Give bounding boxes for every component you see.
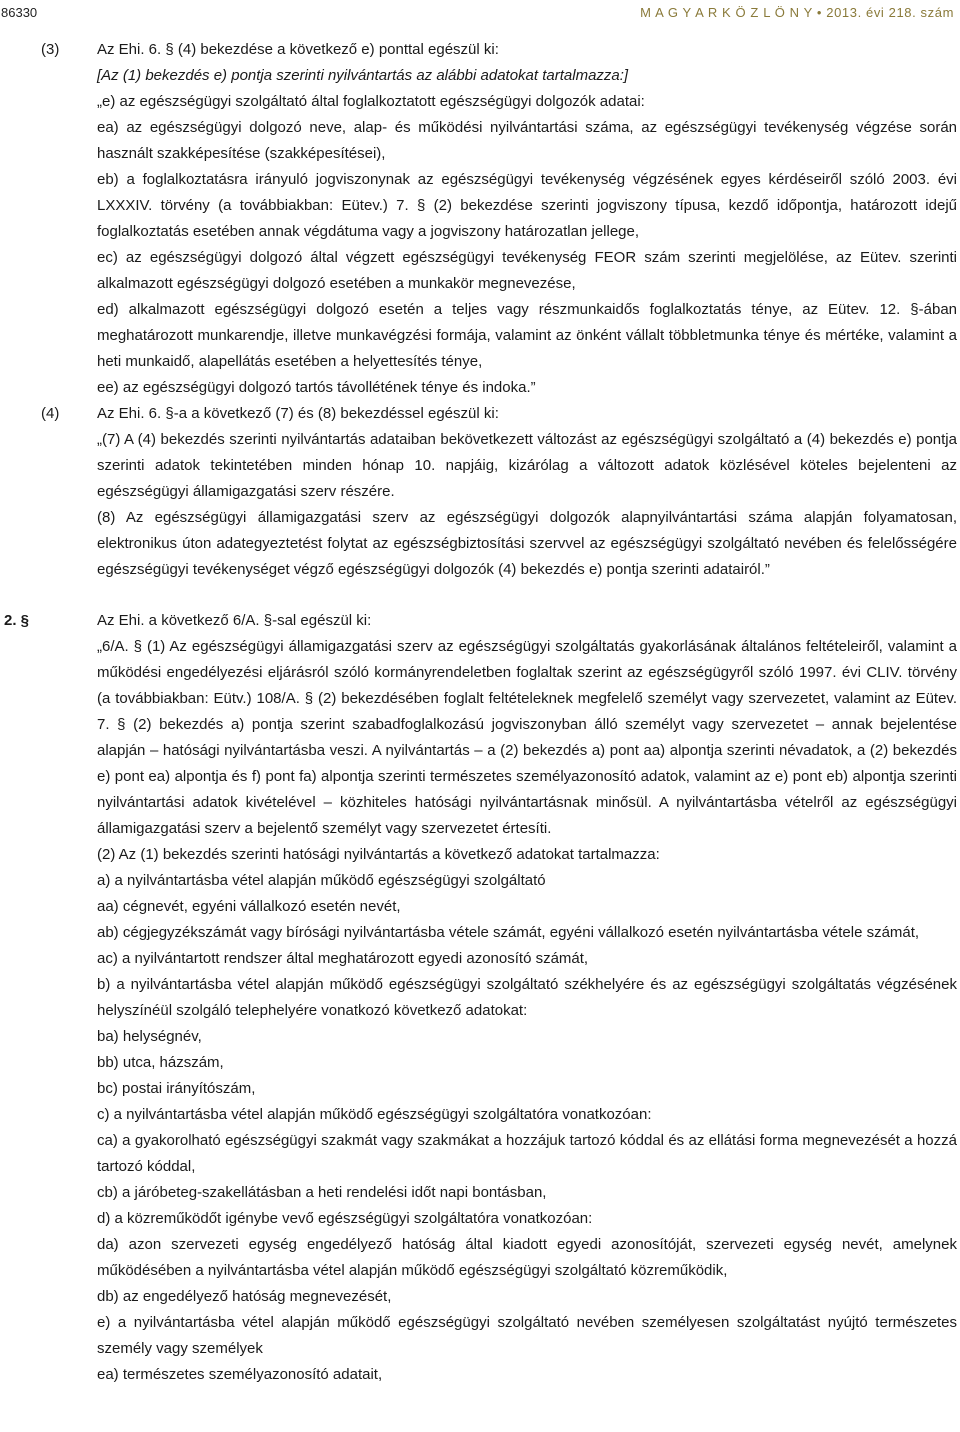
paragraph-item-3 <box>0 37 960 401</box>
item-text: „(7) A (4) bekezdés szerinti nyilvántartás adataiban bekövetkezett változást az egészségügyi szolgáltató a (4) bekezdés e) pontja szerinti adatok tekintetében minden hónap 10. napjáig, kizárólag a változott adatok közlésével köteles bejelenteni az egészségügyi államigazgatási szerv részére. <box>97 431 957 500</box>
section-text: b) a nyilvántartásba vétel alapján működő egészségügyi szolgáltató székhelyére és az egészségügyi szolgáltatás végzésének helyszínéül szolgáló telephelyére vonatkozó következő adatokat: <box>97 976 957 1019</box>
item-text: ea) az egészségügyi dolgozó neve, alap- és működési nyilvántartási száma, az egészségügyi tevékenység végzése során használt szakképesítése (szakképesítései), <box>97 119 957 162</box>
section-lead: Az Ehi. a következő 6/A. §-sal egészül ki: <box>97 612 372 629</box>
item-number: (4) <box>41 405 60 422</box>
section-text: ab) cégjegyzékszámát vagy bírósági nyilvántartásba vétele számát, egyéni vállalkozó esetén nyilvántartásba vétele számát, <box>97 924 920 941</box>
section-text: da) azon szervezeti egység engedélyező hatóság által kiadott egyedi azonosítóját, szervezeti egység nevét, amelynek működésében a nyilvántartásba vétel alapján működő egészségügyi szolgáltató közreműködik, <box>97 1236 957 1279</box>
item-text: ec) az egészségügyi dolgozó által végzett egészségügyi tevékenység FEOR szám szerinti megjelölése, az Eütev. szerinti alkalmazott egészségügyi dolgozó esetében a munkakör megnevezése, <box>97 249 957 292</box>
section-text: a) a nyilvántartásba vétel alapján működő egészségügyi szolgáltató <box>97 872 546 889</box>
section-text: c) a nyilvántartásba vétel alapján működő egészségügyi szolgáltatóra vonatkozóan: <box>97 1106 652 1123</box>
item-text: „e) az egészségügyi szolgáltató által foglalkoztatott egészségügyi dolgozók adatai: <box>97 93 645 110</box>
item-text: (8) Az egészségügyi államigazgatási szerv az egészségügyi dolgozók alapnyilvántartási száma alapján folyamatosan, elektronikus úton adategyeztetést folytat az egészségbiztosítási szervvel az egészségügyi szolgáltató nevében és felelősségére egészségügyi tevékenységet végző egészségügyi dolgozók (4) bekezdés e) pontja szerinti adatairól.” <box>97 509 957 578</box>
section-text: bb) utca, házszám, <box>97 1054 224 1071</box>
section-text: e) a nyilvántartásba vétel alapján működő egészségügyi szolgáltató nevében személyesen szolgáltatást nyújtó természetes személy vagy személyek <box>97 1314 957 1357</box>
item-number: (3) <box>41 41 60 58</box>
section-text: (2) Az (1) bekezdés szerinti hatósági nyilvántartás a következő adatokat tartalmazza: <box>97 846 660 863</box>
section-text: ea) természetes személyazonosító adatait, <box>97 1366 383 1383</box>
page-header <box>0 2 960 24</box>
section-number: 2. § <box>4 612 30 629</box>
item-text: ed) alkalmazott egészségügyi dolgozó esetén a teljes vagy részmunkaidős foglalkoztatás ténye, az Eütev. 12. §-ában meghatározott munkarendje, illetve munkavégzési formája, valamint az önként vállalt többletmunka ténye és mértéke, valamint a heti munkaidő, alapellátás esetében a helyettesítés ténye, <box>97 301 957 370</box>
section-2 <box>0 608 960 1388</box>
paragraph-item-4 <box>0 401 960 583</box>
item-text: ee) az egészségügyi dolgozó tartós távollétének ténye és indoka.” <box>97 379 536 396</box>
section-text: cb) a járóbeteg-szakellátásban a heti rendelési időt napi bontásban, <box>97 1184 547 1201</box>
section-text: aa) cégnevét, egyéni vállalkozó esetén nevét, <box>97 898 401 915</box>
section-text: „6/A. § (1) Az egészségügyi államigazgatási szerv az egészségügyi szolgáltatás gyakorlásának általános feltételeiről, valamint a működési engedélyezési eljárásról szóló kormányrendeletben foglaltak szerint az egészségügyről szóló 1997. évi CLIV. törvény (a továbbiakban: Eütv.) 108/A. § (2) bekezdésében foglalt feltételeknek megfelelő személyt vagy szervezetet, valamint az Eütev. 7. § (2) bekezdés a) pontja szerint szabadfoglalkozású jogviszonyban álló személyt vagy szervezetet – annak bejelentése alapján – hatósági nyilvántartásba veszi. A nyilvántartás – a (2) bekezdés a) pont aa) alpontja szerinti névadatok, a (2) bekezdés e) pont ea) alpontja és f) pont fa) alpontja szerinti természetes személyazonosító adatok, valamint az e) pont eb) alpontja szerinti nyilvántartási adatok kivételével – közhiteles hatósági nyilvántartásnak minősül. A nyilvántartásba vételről az egészségügyi államigazgatási szerv a bejelentő személyt vagy szervezetet értesíti. <box>97 638 957 837</box>
section-text: ba) helységnév, <box>97 1028 202 1045</box>
item-text: eb) a foglalkoztatásra irányuló jogviszonynak az egészségügyi tevékenység végzésének egyes kérdéseiről szóló 2003. évi LXXXIV. törvény (a továbbiakban: Eütev.) 7. § (2) bekezdése szerinti jogviszony típusa, kezdő időpontja, határozott idejű foglalkoztatás esetében annak végdátuma vagy a jogviszony határozatlan jellege, <box>97 171 957 240</box>
item-lead: Az Ehi. 6. § (4) bekezdése a következő e) ponttal egészül ki: <box>97 41 499 58</box>
page-number: 86330 <box>1 5 38 20</box>
section-text: ca) a gyakorolható egészségügyi szakmát vagy szakmákat a hozzájuk tartozó kóddal és az ellátási forma megnevezését a hozzá tartozó kóddal, <box>97 1132 957 1175</box>
section-text: d) a közreműködőt igénybe vevő egészségügyi szolgáltatóra vonatkozóan: <box>97 1210 593 1227</box>
item-context: [Az (1) bekezdés e) pontja szerinti nyilvántartás az alábbi adatokat tartalmazza:] <box>97 67 629 84</box>
section-text: ac) a nyilvántartott rendszer által meghatározott egyedi azonosító számát, <box>97 950 589 967</box>
item-lead: Az Ehi. 6. §-a a következő (7) és (8) bekezdéssel egészül ki: <box>97 405 499 422</box>
section-1-continuation <box>0 37 960 583</box>
journal-title: M A G Y A R K Ö Z L Ö N Y • 2013. évi 218. szám <box>640 5 954 20</box>
section-text: db) az engedélyező hatóság megnevezését, <box>97 1288 392 1305</box>
section-text: bc) postai irányítószám, <box>97 1080 256 1097</box>
